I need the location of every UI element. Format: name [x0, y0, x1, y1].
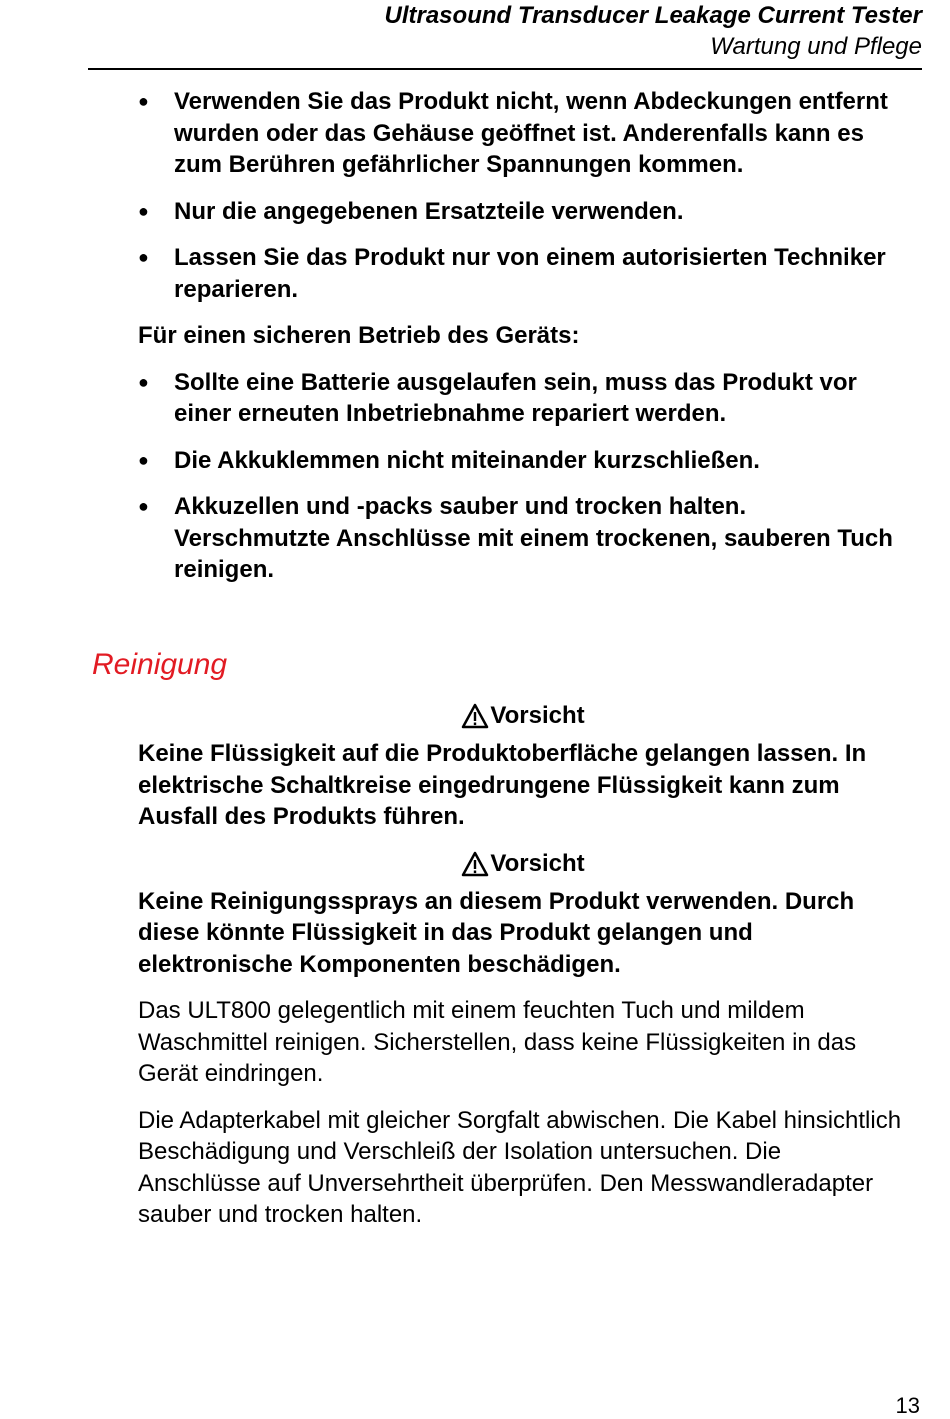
bullet-list-safe-operation: [138, 367, 908, 586]
page-number: 13: [895, 1393, 920, 1418]
page-header: [385, 0, 923, 62]
bullet-dot-icon: ●: [138, 449, 149, 470]
list-item: ● Sollte eine Batterie ausgelaufen sein, muss das Produkt vor einer erneuten Inbetriebnahme repariert werden.: [138, 368, 857, 427]
list-item: ● Die Akkuklemmen nicht miteinander kurzschließen.: [138, 445, 908, 477]
bullet-dot-icon: ●: [138, 200, 149, 221]
list-item: ● Akkuzellen und -packs sauber und trocken halten. Verschmutzte Anschlüsse mit einem trockenen, sauberen Tuch reinigen.: [138, 493, 893, 583]
caution-heading: [138, 700, 908, 732]
bullet-list-general: [138, 86, 908, 305]
document-title: Ultrasound Transducer Leakage Current Tester: [384, 2, 922, 29]
list-item: ● Verwenden Sie das Produkt nicht, wenn Abdeckungen entfernt wurden oder das Gehäuse geöffnet ist. Anderenfalls kann es zum Berühren gefährlicher Spannungen kommen.: [138, 88, 888, 178]
caution-label: Vorsicht: [490, 702, 585, 729]
bullet-dot-icon: ●: [138, 247, 149, 267]
caution-text: Keine Reinigungssprays an diesem Produkt verwenden. Durch diese könnte Flüssigkeit in das Produkt gelangen und elektronische Komponenten beschädigen.: [138, 887, 855, 978]
safe-operation-intro: Für einen sicheren Betrieb des Geräts:: [138, 322, 580, 349]
safety-content: [138, 86, 908, 601]
caution-heading: [138, 848, 908, 880]
list-item: ● Lassen Sie das Produkt nur von einem autorisierten Techniker reparieren.: [138, 244, 886, 303]
bullet-dot-icon: ●: [138, 371, 149, 392]
cleaning-paragraph: Das ULT800 gelegentlich mit einem feuchten Tuch und mildem Waschmittel reinigen. Sicherstellen, dass keine Flüssigkeiten in das Gerät eindringen.: [138, 997, 857, 1087]
cleaning-section: [138, 700, 908, 1246]
list-item: ● Nur die angegebenen Ersatzteile verwenden.: [138, 196, 908, 228]
bullet-dot-icon: ●: [138, 91, 149, 111]
warning-triangle-icon: [461, 851, 489, 877]
bullet-dot-icon: ●: [138, 496, 149, 516]
header-rule: [88, 68, 922, 70]
caution-text: Keine Flüssigkeit auf die Produktoberfläche gelangen lassen. In elektrische Schaltkreise eingedrungene Flüssigkeit kann zum Ausfall des Produkts führen.: [138, 740, 867, 830]
section-heading-cleaning: Reinigung: [92, 648, 228, 681]
caution-label: Vorsicht: [490, 849, 585, 877]
cleaning-paragraph: Die Adapterkabel mit gleicher Sorgfalt abwischen. Die Kabel hinsichtlich Beschädigung und Verschleiß der Isolation untersuchen. Die Anschlüsse auf Unversehrtheit überprüfen. Den Messwandleradapter sauber und trocken halten.: [138, 1106, 902, 1228]
warning-triangle-icon: [461, 703, 489, 729]
chapter-title: Wartung und Pflege: [710, 33, 922, 60]
